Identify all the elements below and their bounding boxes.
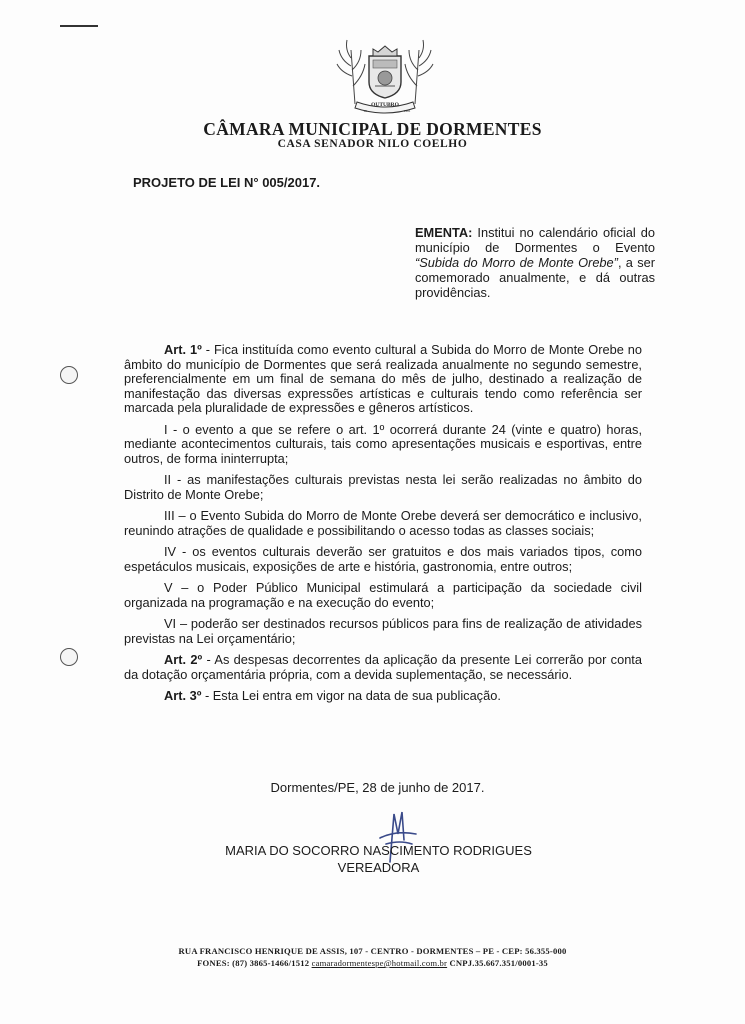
corner-mark [60,25,98,27]
article-paragraph [124,617,642,646]
article-label: Art. 2º [164,652,203,667]
article-text: III – o Evento Subida do Morro de Monte Orebe deverá ser democrático e inclusivo, reunindo atrações de qualidade e possibilitando o acesso todas as classes sociais; [124,508,642,538]
signatory-name: MARIA DO SOCORRO NASCIMENTO RODRIGUES [225,843,532,858]
article-text: - Esta Lei entra em vigor na data de sua publicação. [201,688,501,703]
signatory-role: VEREADORA [337,860,420,875]
article-label: Art. 3º [164,688,202,703]
punch-hole-top [60,366,78,384]
ementa-block [415,225,655,300]
article-paragraph [124,689,642,704]
footer-email-link[interactable]: camaradormentespe@hotmail.com.br [311,958,448,968]
punch-hole-bottom [60,648,78,666]
chamber-subtitle: CASA SENADOR NILO COELHO [277,138,468,150]
bill-body [124,343,642,711]
footer-contacts [0,958,745,968]
ementa-text-before: Institui no calendário oficial do município de Dormentes o Evento [415,225,655,255]
article-paragraph [124,423,642,467]
footer-cnpj: CNPJ.35.667.351/0001-35 [449,958,548,968]
ementa-text-after: , a ser comemorado anualmente, e dá outras providências. [415,255,656,300]
article-text: I - o evento a que se refere o art. 1º ocorrerá durante 24 (vinte e quatro) horas, mediante acontecimentos culturais, tais como apresentações musicais e esportivas, entre outros, de forma ininterrupta; [124,421,642,466]
article-paragraph [124,343,642,416]
article-paragraph [124,545,642,574]
article-paragraph [124,581,642,610]
date-line: Dormentes/PE, 28 de junho de 2017. [270,780,485,795]
article-paragraph [124,473,642,502]
footer-address: RUA FRANCISCO HENRIQUE DE ASSIS, 107 - CENTRO - DORMENTES – PE - CEP: 56.355-000 [178,946,567,956]
article-text: IV - os eventos culturais deverão ser gratuitos e dos mais variados tipos, como espetáculos musicais, exposições de arte e história, gastronomia, entre outros; [124,544,642,574]
footer-phones: FONES: (87) 3865-1466/1512 [197,958,310,968]
seal-year-left: 18 [363,109,367,113]
article-text: VI – poderão ser destinados recursos públicos para fins de realização de atividades previstas na Lei orçamentário; [124,616,642,646]
ementa-label: EMENTA: [415,225,473,240]
article-label: Art. 1º [164,342,202,357]
bill-number: PROJETO DE LEI N° 005/2017. [133,175,321,190]
ementa-event-name: “Subida do Morro de Monte Orebe” [415,255,618,270]
article-paragraph [124,509,642,538]
article-text: V – o Poder Público Municipal estimulará a participação da sociedade civil organizada na programação e na execução do evento; [124,580,642,610]
article-paragraph [124,653,642,682]
seal-banner-text: OUTUBRO [371,102,399,108]
municipal-coat-of-arms-icon [335,36,435,116]
article-text: II - as manifestações culturais previstas nesta lei serão realizadas no âmbito do Distrito de Monte Orebe; [124,472,642,502]
seal-year-right: 1981 [403,109,411,113]
article-text: - Fica instituída como evento cultural a Subida do Morro de Monte Orebe no âmbito do município de Dormentes que será realizada anualmente no segundo semestre, preferencialmente em um final de semana do mês de julho, destinado a realização de manifestação das diversas expressões artísticas e culturais tendo como referência ser marcada pela pluralidade de expressões e gêneros artísticos. [124,342,642,415]
chamber-title: CÂMARA MUNICIPAL DE DORMENTES [203,119,542,139]
article-text: - As despesas decorrentes da aplicação da presente Lei correrão por conta da dotação orçamentária própria, com a devida suplementação, se necessário. [124,652,642,682]
